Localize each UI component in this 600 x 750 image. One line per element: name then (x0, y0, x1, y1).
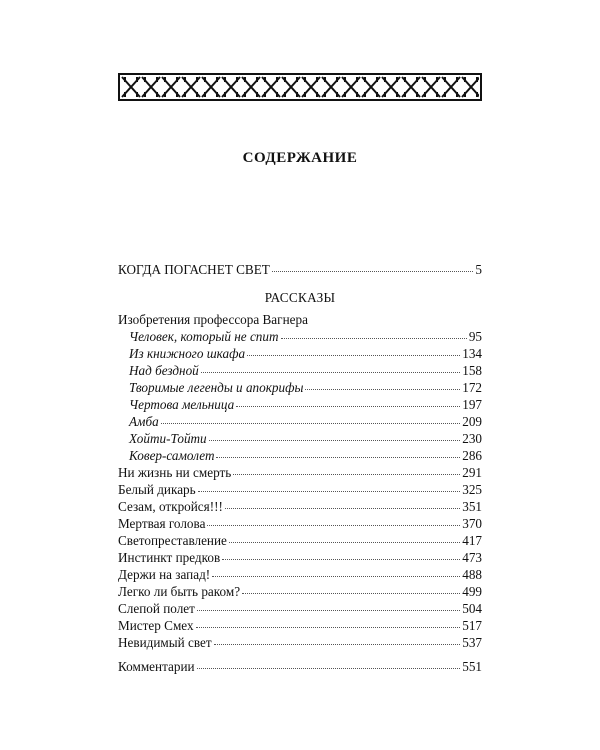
toc-entry-label: Легко ли быть раком? (118, 584, 241, 599)
dot-leader (247, 355, 460, 356)
toc-stories (118, 289, 482, 675)
dot-leader (201, 372, 460, 373)
toc-entry-page: 504 (462, 601, 482, 616)
dot-leader (272, 271, 474, 272)
toc-entry-page: 209 (462, 414, 482, 429)
toc-entry-page: 134 (462, 346, 482, 361)
toc-entry-label: Держи на запад! (118, 567, 211, 582)
dot-leader (161, 423, 461, 424)
toc-entry-page: 473 (462, 550, 482, 565)
toc-entry[interactable] (118, 566, 482, 583)
toc-entry-label: Светопреставление (118, 533, 227, 548)
toc-entry-page: 325 (462, 482, 482, 497)
toc-entry-page: 286 (462, 448, 482, 463)
toc-entry-page: 370 (462, 516, 482, 531)
dot-leader (236, 406, 460, 407)
toc-entry-label: Над бездной (129, 363, 199, 378)
dot-leader (214, 644, 461, 645)
page-title: СОДЕРЖАНИЕ (242, 150, 358, 166)
dot-leader (216, 457, 460, 458)
toc-entry-page: 551 (462, 659, 482, 674)
toc-entry-page: 197 (462, 397, 482, 412)
toc-entry[interactable] (118, 464, 482, 481)
toc-entry[interactable] (118, 617, 482, 634)
dot-leader (305, 389, 460, 390)
toc-entry-label: Инстинкт предков (118, 550, 221, 565)
toc-entry-page: 95 (468, 329, 482, 344)
toc-entry-label: Хойти-Тойти (129, 431, 207, 446)
dot-leader (209, 440, 461, 441)
toc-entry-label: Мистер Смех (118, 618, 194, 633)
toc-entry[interactable] (118, 532, 482, 549)
toc-entry[interactable] (118, 583, 482, 600)
toc-entry-label: Мертвая голова (118, 516, 206, 531)
toc-entry[interactable] (118, 481, 482, 498)
dot-leader (207, 525, 460, 526)
toc-entry-label: Ковер-самолет (129, 448, 215, 463)
toc-entry-page: 417 (462, 533, 482, 548)
toc-entry[interactable] (118, 549, 482, 566)
ornament-border (118, 73, 482, 101)
toc-entry[interactable] (118, 634, 482, 651)
toc-entry-label: Сезам, откройся!!! (118, 499, 223, 514)
toc-entry-label: Человек, который не спит (129, 329, 279, 344)
toc-entry[interactable] (118, 600, 482, 617)
toc-entry-page: 5 (475, 262, 482, 277)
toc-entry-page: 517 (462, 618, 482, 633)
toc-entry-label: Комментарии (118, 659, 195, 674)
dot-leader (242, 593, 460, 594)
dot-leader (229, 542, 460, 543)
toc-entry-label: Чертова мельница (129, 397, 235, 412)
toc-novel (118, 261, 482, 278)
dot-leader (281, 338, 467, 339)
toc-entry-label: Невидимый свет (118, 635, 212, 650)
dot-leader (196, 627, 461, 628)
toc-entry-page: 488 (462, 567, 482, 582)
toc-entry-page: 291 (462, 465, 482, 480)
dot-leader (212, 576, 460, 577)
toc-entry-label: Из книжного шкафа (129, 346, 246, 361)
toc-entry[interactable] (118, 498, 482, 515)
toc-subentry[interactable] (118, 430, 482, 447)
toc-subentry[interactable] (118, 413, 482, 430)
dot-leader (198, 491, 461, 492)
dot-leader (197, 668, 461, 669)
toc-entry-label: Ни жизнь ни смерть (118, 465, 232, 480)
toc-subentry[interactable] (118, 328, 482, 345)
toc-entry-page: 230 (462, 431, 482, 446)
toc-subentry[interactable] (118, 345, 482, 362)
toc-entry-label: Слепой полет (118, 601, 195, 616)
toc-entry-page: 351 (462, 499, 482, 514)
dot-leader (197, 610, 460, 611)
toc-cycle-title: Изобретения профессора Вагнера (118, 312, 308, 327)
toc-entry[interactable] (118, 515, 482, 532)
dot-leader (222, 559, 460, 560)
toc-entry-page: 537 (462, 635, 482, 650)
toc-entry-page: 499 (462, 584, 482, 599)
dot-leader (225, 508, 460, 509)
toc-entry-label: Амба (129, 414, 159, 429)
toc-entry-label: Белый дикарь (118, 482, 196, 497)
toc-subentry[interactable] (118, 362, 482, 379)
toc-subentry[interactable] (118, 447, 482, 464)
dot-leader (233, 474, 460, 475)
toc-entry-comments[interactable] (118, 658, 482, 675)
toc-entry-page: 158 (462, 363, 482, 378)
section-heading-stories: РАССКАЗЫ (264, 290, 336, 305)
toc-entry-label: КОГДА ПОГАСНЕТ СВЕТ (118, 262, 270, 277)
toc-entry-label: Творимые легенды и апокрифы (129, 380, 304, 395)
toc-subentry[interactable] (118, 396, 482, 413)
toc-entry-novel[interactable] (118, 261, 482, 278)
toc-subentry[interactable] (118, 379, 482, 396)
toc-entry-page: 172 (462, 380, 482, 395)
